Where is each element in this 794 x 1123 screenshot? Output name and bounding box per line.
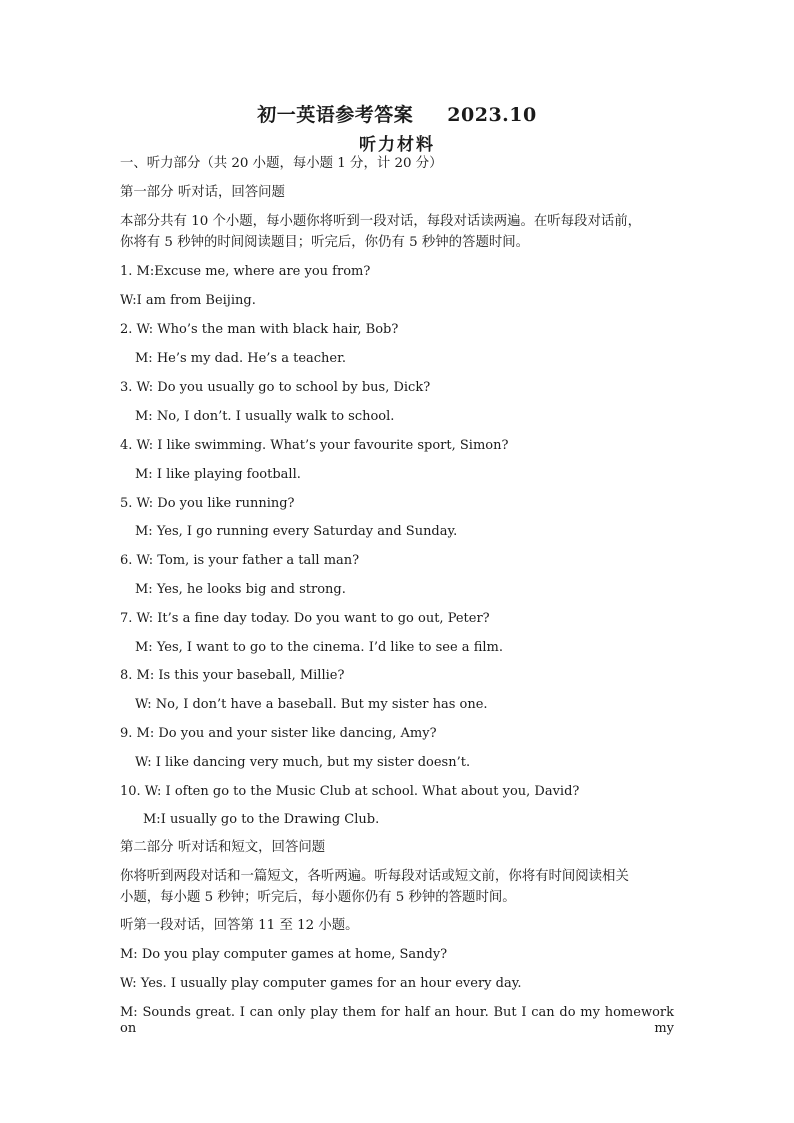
title-text: 初一英语参考答案 <box>257 104 414 126</box>
document-subtitle: 听力材料 <box>359 135 435 155</box>
dialogue-line: W: I like dancing very much, but my sister doesn’t. <box>135 755 471 770</box>
dialogue-line: W: No, I don’t have a baseball. But my sister has one. <box>135 697 488 712</box>
dialogue-line: 6. W: Tom, is your father a tall man? <box>120 553 360 568</box>
part1-instruction-line1: 本部分共有 10 个小题，每小题你将听到一段对话，每段对话读两遍。在听每段对话前， <box>120 214 642 229</box>
part2-instruction-line1: 你将听到两段对话和一篇短文，各听两遍。听每段对话或短文前，你将有时间阅读相关 <box>120 869 629 884</box>
dialogue-line: W: Yes. I usually play computer games for an hour every day. <box>120 976 522 991</box>
dialogue-line: M: Yes, I want to go to the cinema. I’d like to see a film. <box>135 640 503 655</box>
dialogue-line: M: Do you play computer games at home, Sandy? <box>120 947 448 962</box>
dialogue-line: 3. W: Do you usually go to school by bus, Dick? <box>120 380 431 395</box>
dialogue-line: 2. W: Who’s the man with black hair, Bob? <box>120 322 399 337</box>
part2-instruction-line2: 小题，每小题 5 秒钟；听完后，每小题你仍有 5 秒钟的答题时间。 <box>120 890 516 905</box>
section1-heading: 一、听力部分（共 20 小题，每小题 1 分，计 20 分） <box>120 156 443 171</box>
dialogue-line: 1. M:Excuse me, where are you from? <box>120 264 371 279</box>
dialogue-line: M:I usually go to the Drawing Club. <box>143 812 380 827</box>
dialogue-line: M: Yes, I go running every Saturday and Sunday. <box>135 524 458 539</box>
part1-instruction-line2: 你将有 5 秒钟的时间阅读题目；听完后，你仍有 5 秒钟的答题时间。 <box>120 235 530 250</box>
part2-heading: 第二部分 听对话和短文，回答问题 <box>120 840 326 855</box>
dialogue-line: M: No, I don’t. I usually walk to school. <box>135 409 395 424</box>
part1-heading: 第一部分 听对话，回答问题 <box>120 185 285 200</box>
dialogue-line: M: I like playing football. <box>135 467 301 482</box>
document-title <box>0 100 794 127</box>
dialogue-line: M: Sounds great. I can only play them for half an hour. But I can do my homework on my <box>120 1005 674 1036</box>
dialogue-line: M: He’s my dad. He’s a teacher. <box>135 351 347 366</box>
dialogue-line: 5. W: Do you like running? <box>120 496 295 511</box>
part2-dialog1-heading: 听第一段对话，回答第 11 至 12 小题。 <box>120 918 359 933</box>
dialogue-line: 9. M: Do you and your sister like dancing, Amy? <box>120 726 437 741</box>
dialogue-line: 4. W: I like swimming. What’s your favourite sport, Simon? <box>120 438 509 453</box>
title-date: 2023.10 <box>447 104 537 126</box>
dialogue-line: 7. W: It’s a fine day today. Do you want to go out, Peter? <box>120 611 490 626</box>
dialogue-line: M: Yes, he looks big and strong. <box>135 582 346 597</box>
dialogue-line: 10. W: I often go to the Music Club at school. What about you, David? <box>120 784 580 799</box>
dialogue-line: W:I am from Beijing. <box>120 293 256 308</box>
dialogue-line: 8. M: Is this your baseball, Millie? <box>120 668 345 683</box>
